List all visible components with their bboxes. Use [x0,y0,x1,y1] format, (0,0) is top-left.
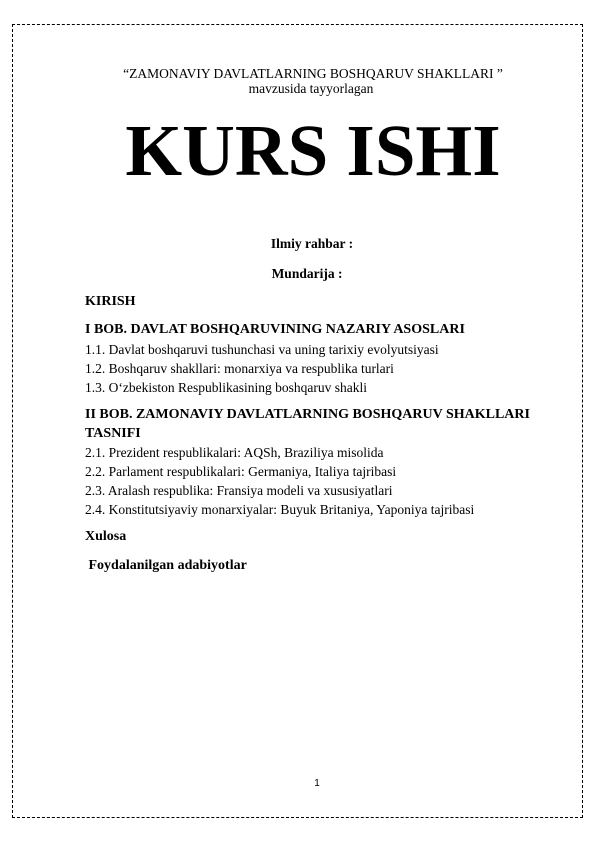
toc-item: 2.3. Aralash respublika: Fransiya modeli va xususiyatlari [85,483,393,498]
toc-item: 2.4. Konstitutsiyaviy monarxiyalar: Buyuk Britaniya, Yaponiya tajribasi [85,502,475,517]
toc-references: Foydalanilgan adabiyotlar [85,558,247,573]
toc-chapter2-title: II BOB. ZAMONAVIY DAVLATLARNING BOSHQARUV SHAKLLARI [85,407,530,422]
toc-conclusion: Xulosa [85,529,127,544]
course-topic: “ZAMONAVIY DAVLATLARNING BOSHQARUV SHAKLLARI ” [123,66,503,81]
course-subtitle: mavzusida tayyorlagan [248,81,374,96]
toc-chapter1-title: I BOB. DAVLAT BOSHQARUVINING NAZARIY ASOSLARI [85,322,465,337]
toc-heading: Mundarija : [271,266,343,281]
toc-item: 1.3. O‘zbekiston Respublikasining boshqaruv shakli [85,380,367,395]
document-title: KURS ISHI [125,110,501,191]
toc-item: 1.1. Davlat boshqaruvi tushunchasi va uning tarixiy evolyutsiyasi [85,342,439,357]
toc-item: 2.2. Parlament respublikalari: Germaniya, Italiya tajribasi [85,464,397,479]
page-number: 1 [314,778,320,789]
toc-item: 1.2. Boshqaruv shakllari: monarxiya va respublika turlari [85,361,394,376]
toc-intro: KIRISH [85,294,136,309]
toc-chapter2-title-cont: TASNIFI [85,426,141,441]
supervisor-label: Ilmiy rahbar : [270,236,354,251]
toc-item: 2.1. Prezident respublikalari: AQSh, Braziliya misolida [85,445,384,460]
